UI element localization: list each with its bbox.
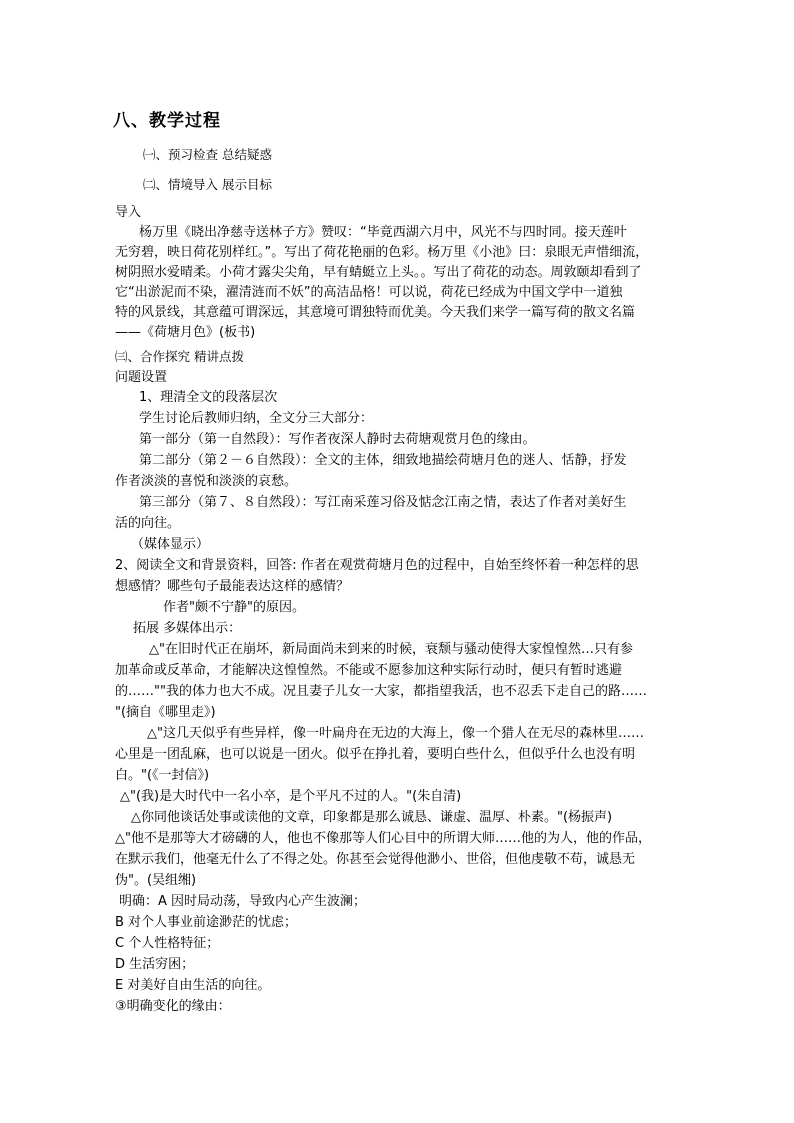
quote-line: △"(我)是大时代中一名小卒，是个平凡不过的人。"(朱自清): [120, 789, 462, 804]
q1-line: 活的向往。: [115, 516, 181, 531]
extension-label: 拓展 多媒体出示：: [133, 621, 242, 636]
media-display-note: （媒体显示）: [131, 537, 210, 552]
intro-line: 杨万里《晓出净慈寺送林子方》赞叹：“毕竟西湖六月中，风光不与四时同。接天莲叶: [139, 225, 627, 240]
answer-line: D 生活穷困；: [115, 957, 195, 972]
subsection-preview-check: ㈠、预习检查 总结疑惑: [143, 147, 272, 162]
q1-line: 第一部分（第一自然段）：写作者夜深人静时去荷塘观赏月色的缘由。: [139, 432, 536, 447]
answer-line: B 对个人事业前途渺茫的忧虑；: [115, 915, 298, 930]
quote-line: 白。"(《一封信》): [115, 768, 210, 783]
answer-line: ③明确变化的缘由：: [115, 999, 231, 1014]
q2-line: 想感情？哪些句子最能表达这样的感情？: [115, 579, 350, 594]
section-heading: 八、教学过程: [113, 111, 221, 131]
quote-line: 伪"。(吴组缃): [115, 873, 197, 888]
answer-line: C 个人性格特征；: [115, 936, 220, 951]
q1-line: 第二部分（第２－６自然段）：全文的主体，细致地描绘荷塘月色的迷人、恬静，抒发: [139, 453, 627, 468]
intro-line: 它“出淤泥而不染，濯清涟而不妖”的高洁品格！可以说，荷花已经成为中国文学中一道独: [115, 285, 623, 300]
intro-line: 特的风景线，其意蕴可谓深远，其意境可谓独特而优美。今天我们来学一篇写荷的散文名篇: [115, 305, 636, 320]
quote-line: 在默示我们，他毫无什么了不得之处。你甚至会觉得他渺小、世俗，但他虔敬不苟，诚恳无: [115, 852, 636, 867]
subsection-context-intro: ㈡、情境导入 展示目标: [143, 177, 272, 192]
q2-line: 作者"颇不宁静"的原因。: [163, 600, 305, 615]
problem-label: 问题设置: [115, 370, 168, 385]
quote-line: 的……""我的体力也大不成。况且妻子儿女一大家，都指望我活，也不忍丢下走自己的路……: [115, 684, 647, 699]
answer-line: E 对美好自由生活的向往。: [115, 978, 271, 993]
quote-line: △"他不是那等大才磅礴的人，他也不像那等人们心目中的所谓大师……他的为人，他的作品，: [115, 831, 651, 846]
quote-line: 心里是一团乱麻，也可以说是一团火。似乎在挣扎着，要明白些什么，但似乎什么也没有明: [115, 747, 636, 762]
q1-line: 作者淡淡的喜悦和淡淡的哀愁。: [115, 474, 298, 489]
question-1: 1、理清全文的段落层次: [139, 390, 278, 405]
intro-line: ——《荷塘月色》(板书): [115, 325, 256, 340]
intro-line: 树阴照水爱晴柔。小荷才露尖尖角，早有蜻蜓立上头。。写出了荷花的动态。周敦颐却看到了: [115, 265, 642, 280]
intro-line: 无穷碧，映日荷花别样红。”。写出了荷花艳丽的色彩。杨万里《小池》曰：泉眼无声惜细流，: [115, 245, 649, 260]
quote-line: △"这几天似乎有些异样，像一叶扁舟在无边的大海上，像一个猎人在无尽的森林里……: [147, 726, 644, 741]
q1-line: 第三部分（第７、８自然段）：写江南采莲习俗及惦念江南之情，表达了作者对美好生: [139, 495, 627, 510]
intro-label: 导入: [115, 205, 142, 220]
answer-line: 明确：A 因时局动荡，导致内心产生波澜；: [119, 894, 367, 909]
subsection-cooperative-inquiry: ㈢、合作探究 精讲点拨: [115, 349, 244, 364]
quote-line: 加革命或反革命，才能解决这惶惶然。不能或不愿参加这种实际行动时，便只有暂时逃避: [115, 663, 623, 678]
q1-line: 学生讨论后教师归纳，全文分三大部分：: [139, 411, 374, 426]
quote-line: "(摘自《哪里走》): [115, 705, 216, 720]
quote-line: △你同他谈话处事或读他的文章，印象都是那么诚恳、谦虚、温厚、朴素。"(杨振声): [131, 810, 613, 825]
question-2: 2、阅读全文和背景资料，回答: 作者在观赏荷塘月色的过程中，自始至终怀着一种怎样的思: [115, 558, 639, 573]
quote-line: △"在旧时代正在崩坏，新局面尚未到来的时候，衰颓与骚动使得大家惶惶然…只有参: [149, 642, 633, 657]
